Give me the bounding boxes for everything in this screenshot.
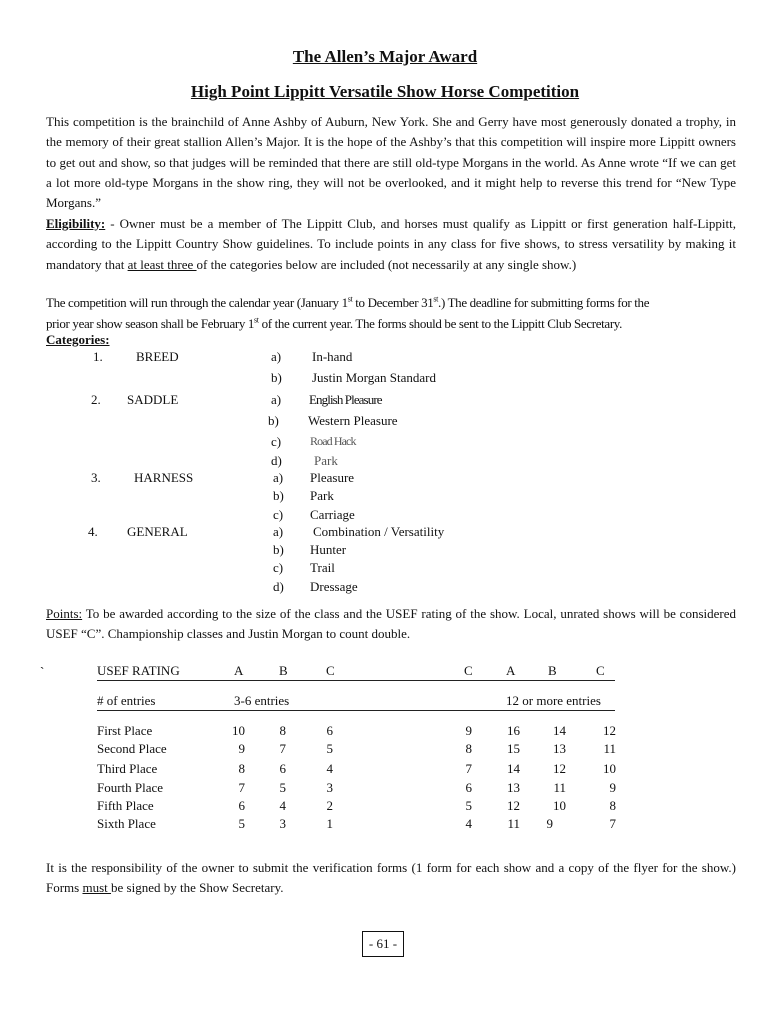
category-number: 3. xyxy=(91,470,101,485)
table-header-rating: B xyxy=(279,663,288,678)
table-cell-points: 7 xyxy=(609,816,616,831)
category-name: SADDLE xyxy=(127,392,179,407)
table-cell-points: 16 xyxy=(507,723,520,738)
table-row-place: Fifth Place xyxy=(97,798,154,813)
category-item-letter: c) xyxy=(273,560,284,575)
table-cell-points: 8 xyxy=(465,741,472,756)
eligibility-emphasis: at least three xyxy=(127,256,197,272)
table-cell-points: 8 xyxy=(238,761,245,776)
categories-heading: Categories: xyxy=(46,332,110,347)
table-cell-points: 10 xyxy=(232,723,245,738)
category-item-letter: a) xyxy=(271,349,282,364)
table-entries-rule xyxy=(97,710,615,711)
eligibility-label: Eligibility: xyxy=(46,216,106,231)
category-item-label: Western Pleasure xyxy=(308,413,398,428)
table-cell-points: 5 xyxy=(238,816,245,831)
table-cell-points: 8 xyxy=(279,723,286,738)
calendar-line-1: The competition will run through the calendar year (January 1st to December 31st.) The deadline for submitting forms for the xyxy=(46,294,650,310)
table-cell-points: 7 xyxy=(238,780,245,795)
category-item-label: Park xyxy=(314,453,338,468)
points-text: To be awarded according to the size of the class and the USEF rating of the show. Local, unrated shows will be considered USEF “C”. Championship classes and Justin Morgan to count double. xyxy=(46,606,736,642)
table-cell-points: 11 xyxy=(553,780,566,795)
entries-range-small: 3-6 entries xyxy=(234,693,290,708)
table-cell-points: 14 xyxy=(507,761,520,776)
category-item-label: Park xyxy=(310,488,334,503)
table-row-place: Fourth Place xyxy=(97,780,164,795)
table-cell-points: 5 xyxy=(279,780,286,795)
closing-emphasis: must xyxy=(82,880,112,896)
table-cell-points: 5 xyxy=(465,798,472,813)
table-header-rating: A xyxy=(234,663,244,678)
table-header-rating: A xyxy=(506,663,516,678)
category-item-letter: b) xyxy=(271,370,282,385)
table-header-rule xyxy=(97,680,615,681)
table-row-place: Sixth Place xyxy=(97,816,156,831)
table-cell-points: 9 xyxy=(465,723,472,738)
table-cell-points: 6 xyxy=(326,723,333,738)
category-name: GENERAL xyxy=(127,524,188,539)
table-cell-points: 13 xyxy=(507,780,520,795)
eligibility-text: - Owner must be a member of The Lippitt Club, and horses must qualify as Lippitt or first generation half-Lippitt, according to the Lippitt Country Show guidelines. To include points in any class for five shows, to stress versatility by making it mandatory that xyxy=(46,216,736,272)
table-cell-points: 13 xyxy=(553,741,566,756)
table-cell-points: 7 xyxy=(279,741,286,756)
category-item-letter: a) xyxy=(273,470,284,485)
category-item-label: Trail xyxy=(310,560,335,575)
table-cell-points: 12 xyxy=(507,798,520,813)
category-item-letter: b) xyxy=(273,488,284,503)
table-cell-points: 11 xyxy=(603,741,616,756)
stray-mark: ` xyxy=(40,664,45,679)
entries-range-large: 12 or more entries xyxy=(506,693,601,708)
category-number: 2. xyxy=(91,392,101,407)
category-item-label: Dressage xyxy=(310,579,358,594)
document-title: The Allen’s Major Award xyxy=(292,47,478,66)
table-header-rating: C xyxy=(596,663,605,678)
category-item-letter: b) xyxy=(273,542,284,557)
category-item-label: Road Hack xyxy=(310,434,356,448)
table-cell-points: 6 xyxy=(279,761,286,776)
table-cell-points: 2 xyxy=(326,798,333,813)
table-header-rating: C xyxy=(326,663,335,678)
category-item-letter: c) xyxy=(273,507,284,522)
table-cell-points: 5 xyxy=(326,741,333,756)
points-paragraph xyxy=(46,604,736,645)
table-cell-points: 9 xyxy=(609,780,616,795)
document-subtitle: High Point Lippitt Versatile Show Horse Competition xyxy=(190,82,580,101)
table-row-place: Third Place xyxy=(97,761,158,776)
table-cell-points: 3 xyxy=(326,780,333,795)
category-item-letter: a) xyxy=(273,524,284,539)
table-row-place: Second Place xyxy=(97,741,167,756)
intro-paragraph: This competition is the brainchild of Anne Ashby of Auburn, New York. She and Gerry have most generously donated a trophy, in the memory of their great stallion Allen’s Major. It is the hope of the Ashby’s that this competition will inspire more Lippitt owners to get out and show, so that judges will be reminded that there are still old-type Morgans in the world. As Anne wrote “If we can get a lot more old-type Morgans in the show ring, they will not be overlooked, and it might help to reverse this trend for “New Type Morgans.” xyxy=(46,114,736,211)
category-number: 4. xyxy=(88,524,98,539)
table-cell-points: 8 xyxy=(609,798,616,813)
table-cell-points: 10 xyxy=(553,798,566,813)
category-item-letter: b) xyxy=(268,413,279,428)
table-cell-points: 3 xyxy=(279,816,286,831)
table-header-rating: B xyxy=(548,663,557,678)
table-cell-points: 12 xyxy=(603,723,616,738)
closing-paragraph: It is the responsibility of the owner to submit the verification forms (1 form for each show and a copy of the flyer for the show.) Forms must be signed by the Show Secretary. xyxy=(46,860,736,896)
category-item-letter: d) xyxy=(271,453,282,468)
table-cell-points: 15 xyxy=(507,741,520,756)
category-name: HARNESS xyxy=(134,470,194,485)
category-item-label: In-hand xyxy=(312,349,353,364)
category-number: 1. xyxy=(93,349,103,364)
category-item-label: Justin Morgan Standard xyxy=(312,370,436,385)
table-cell-points: 4 xyxy=(465,816,472,831)
points-label: Points: xyxy=(46,606,83,621)
page-number: - 61 - xyxy=(362,931,404,957)
table-row-place: First Place xyxy=(97,723,153,738)
table-cell-points: 6 xyxy=(238,798,245,813)
table-cell-points: 9 xyxy=(238,741,245,756)
category-item-label: Combination / Versatility xyxy=(313,524,445,539)
table-cell-points: 12 xyxy=(553,761,566,776)
table-cell-points: 4 xyxy=(326,761,333,776)
category-item-label: Hunter xyxy=(310,542,347,557)
category-item-letter: a) xyxy=(271,392,282,407)
table-cell-points: 11 xyxy=(507,816,520,831)
category-item-letter: d) xyxy=(273,579,284,594)
table-cell-points: 10 xyxy=(603,761,616,776)
table-cell-points: 4 xyxy=(279,798,286,813)
calendar-line-2: prior year show season shall be February 1st of the current year. The forms should be sent to the Lippitt Club Secretary. xyxy=(46,315,622,331)
table-header-label: USEF RATING xyxy=(97,663,180,678)
category-item-letter: c) xyxy=(271,434,282,449)
category-item-label: Pleasure xyxy=(310,470,355,485)
table-cell-points: 14 xyxy=(553,723,566,738)
table-cell-points: 7 xyxy=(465,761,472,776)
table-cell-points: 6 xyxy=(465,780,472,795)
eligibility-text-end: of the categories below are included (not necessarily at any single show.) xyxy=(196,256,577,272)
eligibility-paragraph xyxy=(46,214,736,275)
table-header-rating: C xyxy=(464,663,473,678)
entries-label: # of entries xyxy=(97,693,156,708)
category-name: BREED xyxy=(136,349,179,364)
category-item-label: Carriage xyxy=(310,507,355,522)
category-item-label: English Pleasure xyxy=(309,392,382,407)
table-cell-points: 1 xyxy=(326,816,333,831)
table-cell-points: 9 xyxy=(546,816,553,831)
